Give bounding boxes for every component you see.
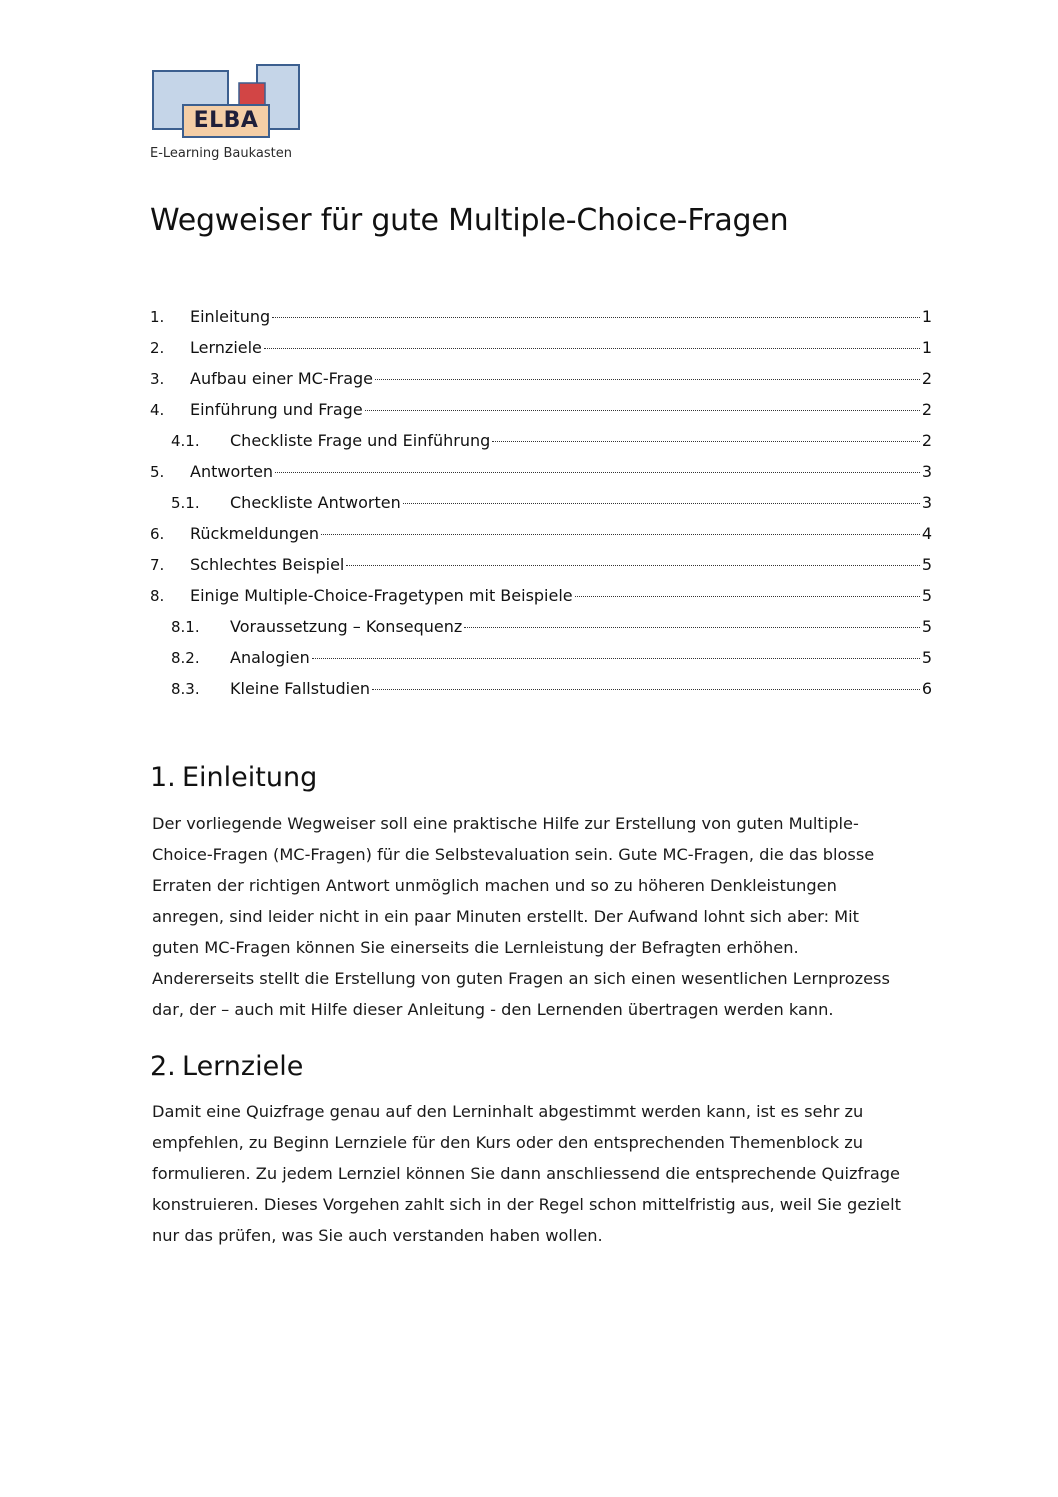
toc-entry-page: 4: [921, 524, 932, 543]
body-text-line: Andererseits stellt die Erstellung von guten Fragen an sich einen wesentlichen Lernprozess: [152, 969, 890, 988]
toc-dot-leader: [464, 626, 920, 628]
toc-entry-page: 5: [921, 648, 932, 667]
toc-entry-page: 5: [921, 586, 932, 605]
toc-entry-page: 2: [921, 400, 932, 419]
toc-entry[interactable]: [150, 491, 932, 522]
toc-entry-number: 6.: [150, 525, 165, 543]
body-text-line: Damit eine Quizfrage genau auf den Lerninhalt abgestimmt werden kann, ist es sehr zu: [152, 1102, 864, 1121]
toc-entry-label: Einleitung: [190, 307, 271, 326]
table-of-contents: [150, 305, 932, 708]
section-title: Lernziele: [182, 1051, 304, 1082]
body-text-line: Der vorliegende Wegweiser soll eine praktische Hilfe zur Erstellung von guten Multiple-: [152, 814, 859, 833]
document-title: Wegweiser für gute Multiple-Choice-Fragen: [150, 203, 789, 238]
logo-wordmark: ELBA: [193, 108, 259, 133]
toc-entry-number: 4.: [150, 401, 165, 419]
toc-entry-label: Kleine Fallstudien: [230, 679, 371, 698]
toc-entry-label: Einführung und Frage: [190, 400, 363, 419]
elba-logo: [150, 62, 305, 167]
toc-entry-number: 7.: [150, 556, 165, 574]
toc-entry-label: Einige Multiple-Choice-Fragetypen mit Beispiele: [190, 586, 573, 605]
toc-dot-leader: [375, 378, 920, 380]
body-text-line: guten MC-Fragen können Sie einerseits die Lernleistung der Befragten erhöhen.: [152, 938, 799, 957]
body-text-line: empfehlen, zu Beginn Lernziele für den Kurs oder den entsprechenden Themenblock zu: [152, 1133, 863, 1152]
toc-entry-label: Checkliste Antworten: [230, 493, 401, 512]
toc-entry-number: 5.1.: [171, 494, 200, 512]
toc-entry-number: 2.: [150, 339, 165, 357]
toc-dot-leader: [372, 688, 920, 690]
toc-dot-leader: [575, 595, 920, 597]
toc-dot-leader: [403, 502, 920, 504]
toc-dot-leader: [321, 533, 920, 535]
toc-entry-page: 1: [921, 307, 932, 326]
toc-dot-leader: [365, 409, 920, 411]
toc-entry-label: Rückmeldungen: [190, 524, 320, 543]
toc-entry[interactable]: [150, 460, 932, 491]
toc-entry[interactable]: [150, 553, 932, 584]
section-title: Einleitung: [182, 762, 318, 793]
toc-entry-page: 2: [921, 431, 932, 450]
toc-entry-label: Aufbau einer MC-Frage: [190, 369, 374, 388]
body-text-line: konstruieren. Dieses Vorgehen zahlt sich in der Regel schon mittelfristig aus, weil Sie gezielt: [152, 1195, 901, 1214]
logo-tagline: E-Learning Baukasten: [150, 146, 292, 161]
toc-entry-label: Checkliste Frage und Einführung: [230, 431, 491, 450]
toc-entry[interactable]: [150, 398, 932, 429]
body-text-line: anregen, sind leider nicht in ein paar Minuten erstellt. Der Aufwand lohnt sich aber: Mit: [152, 907, 859, 926]
toc-entry-page: 5: [921, 617, 932, 636]
section-number: 1.: [150, 762, 176, 793]
toc-dot-leader: [272, 316, 920, 318]
toc-entry-label: Schlechtes Beispiel: [190, 555, 345, 574]
toc-dot-leader: [264, 347, 920, 349]
section-body-lernziele: [152, 1096, 932, 1251]
toc-entry-page: 5: [921, 555, 932, 574]
toc-entry-label: Lernziele: [190, 338, 262, 357]
toc-entry-page: 2: [921, 369, 932, 388]
toc-entry-page: 3: [921, 493, 932, 512]
toc-entry-label: Antworten: [190, 462, 274, 481]
toc-entry-number: 3.: [150, 370, 165, 388]
toc-entry-number: 8.3.: [171, 680, 200, 698]
toc-entry-number: 8.2.: [171, 649, 200, 667]
toc-entry[interactable]: [150, 522, 932, 553]
toc-dot-leader: [492, 440, 920, 442]
toc-entry[interactable]: [150, 336, 932, 367]
body-text-line: formulieren. Zu jedem Lernziel können Sie dann anschliessend die entsprechende Quizfrage: [152, 1164, 901, 1183]
toc-entry-page: 6: [921, 679, 932, 698]
body-text-line: Erraten der richtigen Antwort unmöglich machen und so zu höheren Denkleistungen: [152, 876, 837, 895]
toc-entry[interactable]: [150, 646, 932, 677]
toc-entry[interactable]: [150, 677, 932, 708]
toc-dot-leader: [346, 564, 919, 566]
toc-entry-label: Voraussetzung – Konsequenz: [230, 617, 463, 636]
body-text-line: dar, der – auch mit Hilfe dieser Anleitung - den Lernenden übertragen werden kann.: [152, 1000, 834, 1019]
toc-dot-leader: [275, 471, 920, 473]
body-text-line: nur das prüfen, was Sie auch verstanden haben wollen.: [152, 1226, 603, 1245]
toc-entry-number: 5.: [150, 463, 165, 481]
toc-entry-number: 8.: [150, 587, 165, 605]
toc-entry-label: Analogien: [230, 648, 310, 667]
toc-entry-number: 8.1.: [171, 618, 200, 636]
section-heading-lernziele: [150, 1051, 303, 1082]
toc-entry-page: 3: [921, 462, 932, 481]
toc-entry[interactable]: [150, 305, 932, 336]
body-text-line: Choice-Fragen (MC-Fragen) für die Selbstevaluation sein. Gute MC-Fragen, die das blosse: [152, 845, 875, 864]
toc-entry[interactable]: [150, 429, 932, 460]
toc-entry-number: 1.: [150, 308, 165, 326]
toc-dot-leader: [312, 657, 920, 659]
toc-entry-number: 4.1.: [171, 432, 200, 450]
section-body-einleitung: [152, 808, 932, 1025]
section-number: 2.: [150, 1051, 176, 1082]
toc-entry[interactable]: [150, 615, 932, 646]
toc-entry-page: 1: [921, 338, 932, 357]
toc-entry[interactable]: [150, 584, 932, 615]
section-heading-einleitung: [150, 762, 317, 793]
toc-entry[interactable]: [150, 367, 932, 398]
